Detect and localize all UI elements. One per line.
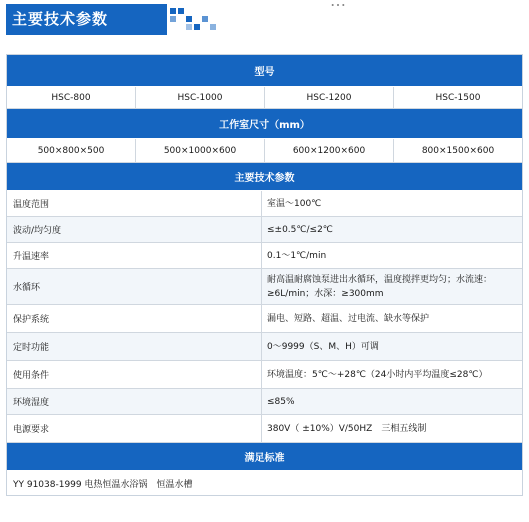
spec-label: 电源要求 bbox=[7, 415, 262, 442]
spec-row bbox=[7, 269, 522, 305]
chamber-header-label: 工作室尺寸（mm） bbox=[219, 120, 310, 131]
model-cell: HSC-1000 bbox=[136, 87, 265, 108]
specs-header bbox=[7, 163, 522, 191]
specs-header-label: 主要技术参数 bbox=[234, 173, 295, 184]
chamber-size-cell: 500×1000×600 bbox=[136, 139, 265, 162]
spec-label: 波动/均匀度 bbox=[7, 217, 262, 242]
spec-row bbox=[7, 389, 522, 415]
standard-header-label: 满足标准 bbox=[244, 453, 285, 464]
spec-label: 使用条件 bbox=[7, 361, 262, 388]
model-row bbox=[7, 87, 522, 109]
spec-row bbox=[7, 191, 522, 217]
spec-row bbox=[7, 305, 522, 333]
chamber-row bbox=[7, 139, 522, 163]
spec-row bbox=[7, 217, 522, 243]
chamber-header bbox=[7, 109, 522, 139]
spec-row bbox=[7, 361, 522, 389]
spec-row bbox=[7, 415, 522, 443]
model-header-label: 型号 bbox=[254, 67, 275, 78]
spec-label: 温度范围 bbox=[7, 191, 262, 216]
spec-value: 环境温度：5℃～+28℃（24小时内平均温度≤28℃） bbox=[267, 369, 488, 380]
spec-row bbox=[7, 243, 522, 269]
page-title: 主要技术参数 bbox=[6, 4, 167, 35]
clipped-heading: … bbox=[330, 0, 348, 10]
spec-value: 380V（ ±10%）V/50HZ 三相五线制 bbox=[267, 423, 427, 434]
decorative-squares bbox=[170, 8, 216, 34]
spec-value: ≤85% bbox=[267, 396, 295, 407]
spec-value: ≤±0.5℃/≤2℃ bbox=[267, 224, 333, 235]
standard-row bbox=[7, 471, 522, 495]
spec-value: 0～9999（S、M、H）可调 bbox=[267, 341, 379, 352]
chamber-size-cell: 800×1500×600 bbox=[421, 145, 495, 156]
spec-value: 室温～100℃ bbox=[267, 198, 322, 209]
spec-label: 环境湿度 bbox=[7, 389, 262, 414]
spec-table bbox=[6, 54, 523, 496]
spec-row bbox=[7, 333, 522, 361]
standard-header bbox=[7, 443, 522, 471]
spec-label: 水循环 bbox=[7, 269, 262, 304]
chamber-size-cell: 600×1200×600 bbox=[265, 139, 394, 162]
spec-label: 定时功能 bbox=[7, 333, 262, 360]
spec-value: 耐高温耐腐蚀泵进出水循环，温度搅拌更均匀；水流速：≥6L/min；水深：≥300mm bbox=[267, 274, 493, 299]
chamber-size-cell: 500×800×500 bbox=[7, 139, 136, 162]
spec-label: 升温速率 bbox=[7, 243, 262, 268]
model-cell: HSC-800 bbox=[7, 87, 136, 108]
model-cell: HSC-1200 bbox=[265, 87, 394, 108]
standard-text: YY 91038-1999 电热恒温水浴锅 恒温水槽 bbox=[13, 479, 193, 490]
model-header bbox=[7, 55, 522, 87]
spec-label: 保护系统 bbox=[7, 305, 262, 332]
spec-value: 0.1～1℃/min bbox=[267, 250, 327, 261]
spec-value: 漏电、短路、超温、过电流、缺水等保护 bbox=[267, 313, 430, 324]
model-cell: HSC-1500 bbox=[435, 92, 481, 103]
